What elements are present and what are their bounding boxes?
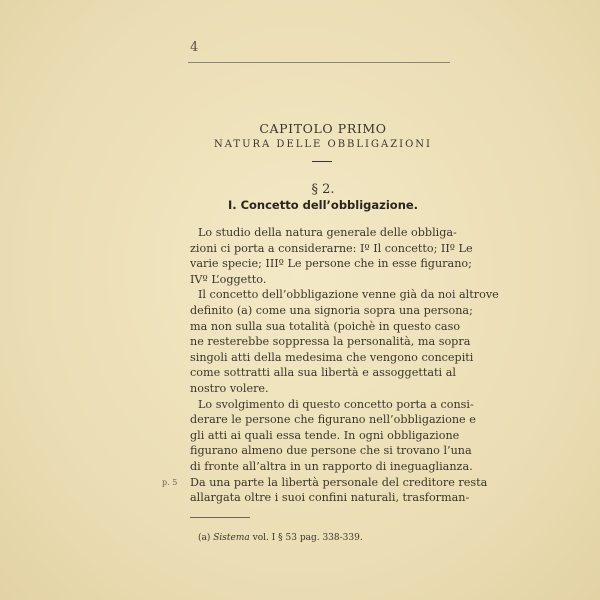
footnote-reference: vol. I § 53 pag. 338-339. — [252, 532, 363, 543]
body-line: ne resterebbe soppressa la personalità, ma sopra — [190, 335, 471, 349]
body-line: singoli atti della medesima che vengono concepiti — [190, 350, 474, 364]
body-line: Il concetto dell’obbligazione venne già da noi altrove — [198, 288, 499, 302]
header-rule — [188, 62, 450, 63]
body-line: IVº L’oggetto. — [190, 272, 267, 286]
body-line: ma non sulla sua totalità (poichè in questo caso — [190, 319, 461, 333]
body-line: di fronte all’altra in un rapporto di ineguaglianza. — [190, 460, 473, 473]
body-line: varie specie; IIIº Le persone che in esse figurano; — [190, 257, 472, 271]
body-line: Lo studio della natura generale delle obbliga- — [198, 226, 457, 239]
chapter-title: CAPITOLO PRIMO — [259, 121, 387, 136]
body-line: gli atti ai quali essa tende. In ogni obbligazione — [190, 428, 460, 442]
body-line: derare le persone che figurano nell’obbligazione e — [190, 413, 476, 427]
footnote-rule — [190, 517, 250, 518]
margin-note: p. 5 — [162, 477, 178, 487]
section-heading: I. Concetto dell’obbligazione. — [227, 198, 419, 212]
chapter-subtitle: NATURA DELLE OBBLIGAZIONI — [213, 139, 433, 150]
footnote-marker: (a) — [198, 532, 211, 543]
body-line: Da una parte la libertà personale del creditore resta — [190, 475, 488, 489]
body-line: nostro volere. — [190, 382, 269, 395]
body-line: come sottratti alla sua libertà e assoggettati al — [190, 366, 456, 380]
body-line: figurano almeno due persone che si trovano l’una — [190, 444, 472, 458]
footnote-title: Sistema — [213, 532, 250, 543]
chapter-divider — [312, 161, 332, 162]
page-number: 4 — [190, 40, 199, 55]
body-line: Lo svolgimento di questo concetto porta a consi- — [198, 397, 474, 411]
footnote — [198, 533, 363, 543]
body-line: definito (a) come una signoria sopra una persona; — [190, 304, 473, 317]
body-line: zioni ci porta a considerarne: Iº Il concetto; IIº Le — [190, 241, 473, 255]
section-mark: § 2. — [311, 182, 335, 197]
body-line: allargata oltre i suoi confini naturali, trasforman- — [190, 491, 470, 505]
